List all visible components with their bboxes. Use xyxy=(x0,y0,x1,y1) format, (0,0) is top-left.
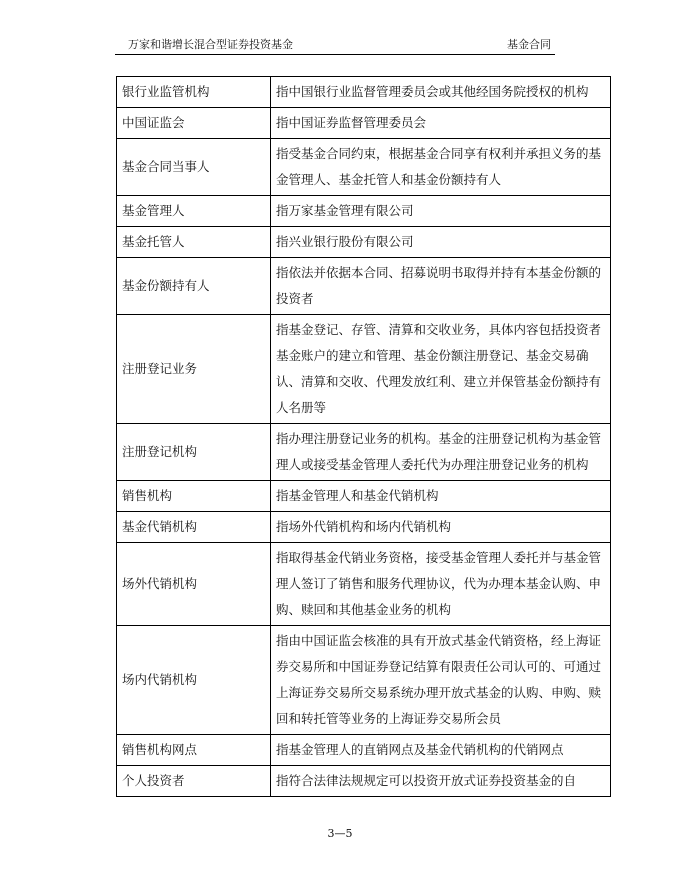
term-cell: 销售机构 xyxy=(117,481,271,512)
term-cell: 中国证监会 xyxy=(117,108,271,139)
definition-cell: 指基金管理人和基金代销机构 xyxy=(271,481,611,512)
term-cell: 场内代销机构 xyxy=(117,626,271,735)
table-row xyxy=(117,626,611,735)
table-row xyxy=(117,735,611,766)
table-row xyxy=(117,766,611,797)
term-cell: 个人投资者 xyxy=(117,766,271,797)
definition-cell: 指办理注册登记业务的机构。基金的注册登记机构为基金管理人或接受基金管理人委托代为办理注册登记业务的机构 xyxy=(271,424,611,481)
definition-cell: 指基金登记、存管、清算和交收业务，具体内容包括投资者基金账户的建立和管理、基金份额注册登记、基金交易确认、清算和交收、代理发放红利、建立并保管基金份额持有人名册等 xyxy=(271,315,611,424)
term-cell: 销售机构网点 xyxy=(117,735,271,766)
header-doc-type: 基金合同 xyxy=(507,38,551,51)
term-cell: 注册登记机构 xyxy=(117,424,271,481)
definition-cell: 指符合法律法规规定可以投资开放式证券投资基金的自 xyxy=(271,766,611,797)
table-row xyxy=(117,512,611,543)
term-cell: 基金代销机构 xyxy=(117,512,271,543)
definitions-table xyxy=(116,76,611,797)
header-divider xyxy=(115,54,555,55)
table-row xyxy=(117,258,611,315)
page-number: 3—5 xyxy=(327,827,353,840)
table-row xyxy=(117,227,611,258)
definition-cell: 指场外代销机构和场内代销机构 xyxy=(271,512,611,543)
definition-cell: 指中国证券监督管理委员会 xyxy=(271,108,611,139)
term-cell: 注册登记业务 xyxy=(117,315,271,424)
definition-cell: 指中国银行业监督管理委员会或其他经国务院授权的机构 xyxy=(271,77,611,108)
definition-cell: 指万家基金管理有限公司 xyxy=(271,196,611,227)
table-row xyxy=(117,196,611,227)
page-header xyxy=(115,37,555,53)
definition-cell: 指取得基金代销业务资格，接受基金管理人委托并与基金管理人签订了销售和服务代理协议，代为办理本基金认购、申购、赎回和其他基金业务的机构 xyxy=(271,543,611,626)
definition-cell: 指基金管理人的直销网点及基金代销机构的代销网点 xyxy=(271,735,611,766)
table-row xyxy=(117,108,611,139)
term-cell: 场外代销机构 xyxy=(117,543,271,626)
table-row xyxy=(117,77,611,108)
table-row xyxy=(117,139,611,196)
table-row xyxy=(117,315,611,424)
table-row xyxy=(117,543,611,626)
term-cell: 基金管理人 xyxy=(117,196,271,227)
term-cell: 基金托管人 xyxy=(117,227,271,258)
definition-cell: 指兴业银行股份有限公司 xyxy=(271,227,611,258)
term-cell: 基金合同当事人 xyxy=(117,139,271,196)
definition-cell: 指依法并依据本合同、招募说明书取得并持有本基金份额的投资者 xyxy=(271,258,611,315)
definition-cell: 指受基金合同约束，根据基金合同享有权利并承担义务的基金管理人、基金托管人和基金份额持有人 xyxy=(271,139,611,196)
term-cell: 基金份额持有人 xyxy=(117,258,271,315)
table-row xyxy=(117,481,611,512)
table-row xyxy=(117,424,611,481)
term-cell: 银行业监管机构 xyxy=(117,77,271,108)
header-fund-name: 万家和谐增长混合型证券投资基金 xyxy=(128,38,293,51)
definition-cell: 指由中国证监会核准的具有开放式基金代销资格，经上海证券交易所和中国证券登记结算有限责任公司认可的、可通过上海证券交易所交易系统办理开放式基金的认购、申购、赎回和转托管等业务的上海证券交易所会员 xyxy=(271,626,611,735)
